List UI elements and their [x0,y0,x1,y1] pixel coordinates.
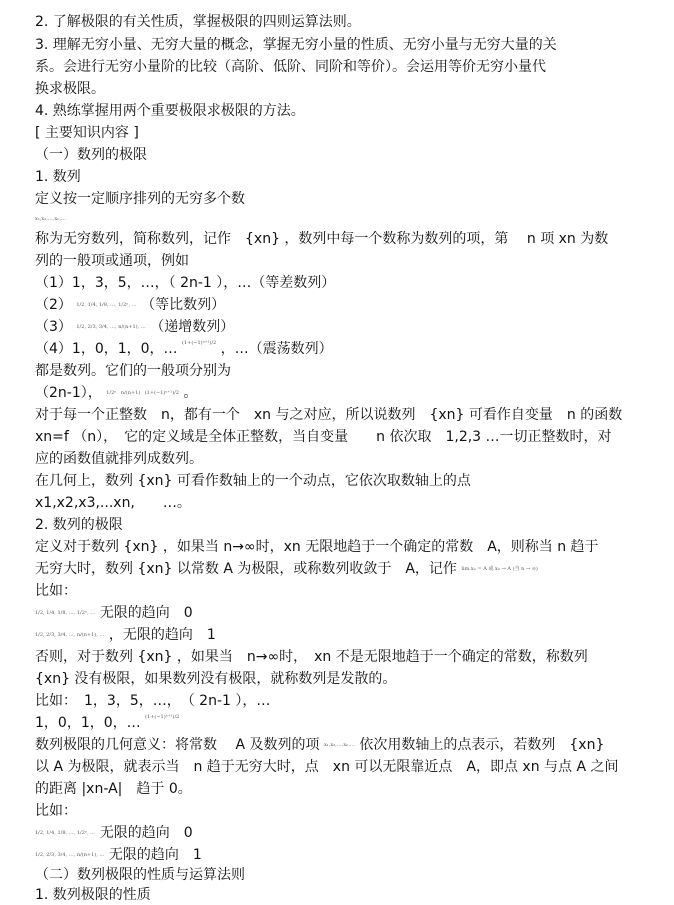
section-heading: （二）数列极限的性质与运算法则 [35,867,245,883]
general-term-geo: 1/2ⁿ [106,389,117,396]
text-line [35,318,234,337]
text-line: 定义对于数列 {xn} ，如果当 n→∞时，xn 无限地趋于一个确定的常数 A，则称当 n 趋于 [35,539,599,555]
geometric-sequence-formula: 1/2, 1/4, 1/8, …, 1/2ⁿ, … [35,609,96,616]
text-line [35,714,179,733]
general-term-osc: (1+(−1)ⁿ⁺¹)/2 [144,389,179,396]
text-line: 在几何上，数列 {xn} 可看作数轴上的一个动点，它依次取数轴上的点 [35,473,471,489]
text-line [35,824,193,843]
text-line: 以 A 为极限，就表示当 n 趋于无穷大时，点 xn 可以无限靠近点 A，即点 xn 与点 A 之间 [35,759,619,775]
text-segment: ，…（震荡数列） [220,341,333,357]
text-segment: （3） [35,319,72,335]
text-line: 系。会进行无穷小量阶的比较（高阶、低阶、同阶和等价）。会运用等价无穷小量代 [35,59,546,75]
section-heading: 1. 数列极限的性质 [35,887,151,903]
oscillating-term-formula: (1+(−1)ⁿ⁺¹)/2 [145,713,180,720]
text-line: 换求极限。 [35,81,105,97]
text-line [35,384,197,403]
section-heading: [ 主要知识内容 ] [35,125,139,141]
text-line: 2. 了解极限的有关性质，掌握极限的四则运算法则。 [35,14,361,30]
text-segment: （2n-1）， [35,385,102,401]
text-line: 定义按一定顺序排列的无穷多个数 [35,191,245,207]
text-line: 比如： [35,803,77,819]
text-line: 4. 熟练掌握用两个重要极限求极限的方法。 [35,103,305,119]
section-heading: 1. 数列 [35,169,81,185]
text-line: 3. 理解无穷小量、无穷大量的概念，掌握无穷小量的性质、无穷小量与无穷大量的关 [35,37,557,53]
increasing-sequence-formula: 1/2, 2/3, 3/4, …, n/(n+1), … [76,323,146,330]
oscillating-term-formula: (1+(−1)ⁿ⁺¹)/2 [182,339,217,346]
text-segment: 数列极限的几何意义：将常数 A 及数列的项 [35,737,320,753]
text-line: 称为无穷数列，简称数列，记作 {xn} ，数列中每一个数称为数列的项，第 n 项 xn 为数 [35,231,609,247]
section-heading: （一）数列的极限 [35,147,147,163]
text-line: 对于每一个正整数 n，都有一个 xn 与之对应，所以说数列 {xn} 可看作自变量 n 的函数 [35,407,623,423]
text-segment: ，无限的趋向 1 [108,627,216,643]
increasing-sequence-formula: 1/2, 2/3, 3/4, …, n/(n+1), … [35,851,105,858]
text-segment: 。 [183,385,198,401]
text-line [35,626,216,645]
text-line [35,846,202,865]
general-term-inc: n/(n+1) [120,389,141,396]
text-line: xn=f （n）， 它的定义域是全体正整数，当自变量 n 依次取 1,2,3 …一切正整数时，对 [35,429,612,445]
geometric-sequence-formula: 1/2, 1/4, 1/8, …, 1/2ⁿ, … [76,301,137,308]
text-line [35,560,538,579]
text-line: 列的一般项或通项，例如 [35,253,189,269]
section-heading: 2. 数列的极限 [35,517,123,533]
text-line [35,340,333,359]
geometric-sequence-formula: 1/2, 1/4, 1/8, …, 1/2ⁿ, … [35,829,96,836]
text-segment: （2） [35,297,72,313]
formula-line [35,210,66,229]
text-segment: 无限的趋向 1 [108,847,202,863]
text-segment: （等比数列） [141,297,226,313]
text-line: x1,x2,x3,...xn, …。 [35,495,191,511]
text-segment: 无限的趋向 0 [99,825,193,841]
text-segment: 无限的趋向 0 [99,605,193,621]
sequence-formula: x₁,x₂,…,xₙ,… [35,215,66,222]
text-line: {xn} 没有极限，如果数列没有极限，就称数列是发散的。 [35,671,397,687]
text-line: 比如： [35,583,77,599]
text-line [35,736,604,755]
text-line: 应的函数值就排列成数列。 [35,451,203,467]
text-line: 否则，对于数列 {xn} ，如果当 n→∞时， xn 不是无限地趋于一个确定的常数，称数列 [35,649,588,665]
text-line: 都是数列。它们的一般项分别为 [35,363,231,379]
limit-notation-formula: lim xₙ = A 或 xₙ → A (当 n → ∞) [461,565,538,572]
text-line: 比如： 1，3，5，…， （ 2n-1 ），… [35,693,271,709]
text-segment: （4）1，0，1，0，… [35,341,178,357]
increasing-sequence-formula: 1/2, 2/3, 3/4, …, n/(n+1), … [35,631,105,638]
sequence-formula: x₁,x₂,…,xₙ,… [323,741,355,748]
text-line [35,604,193,623]
text-segment: 依次用数轴上的点表示，若数列 {xn} [359,737,605,753]
text-line: 的距离 |xn-A| 趋于 0。 [35,781,192,797]
text-line [35,296,225,315]
text-segment: 无穷大时，数列 {xn} 以常数 A 为极限，或称数列收敛于 A，记作 [35,561,457,577]
text-segment: 1，0，1，0，… [35,715,141,731]
text-line: （1）1，3，5，…，（ 2n-1 ），…（等差数列） [35,275,336,291]
text-segment: （递增数列） [150,319,235,335]
